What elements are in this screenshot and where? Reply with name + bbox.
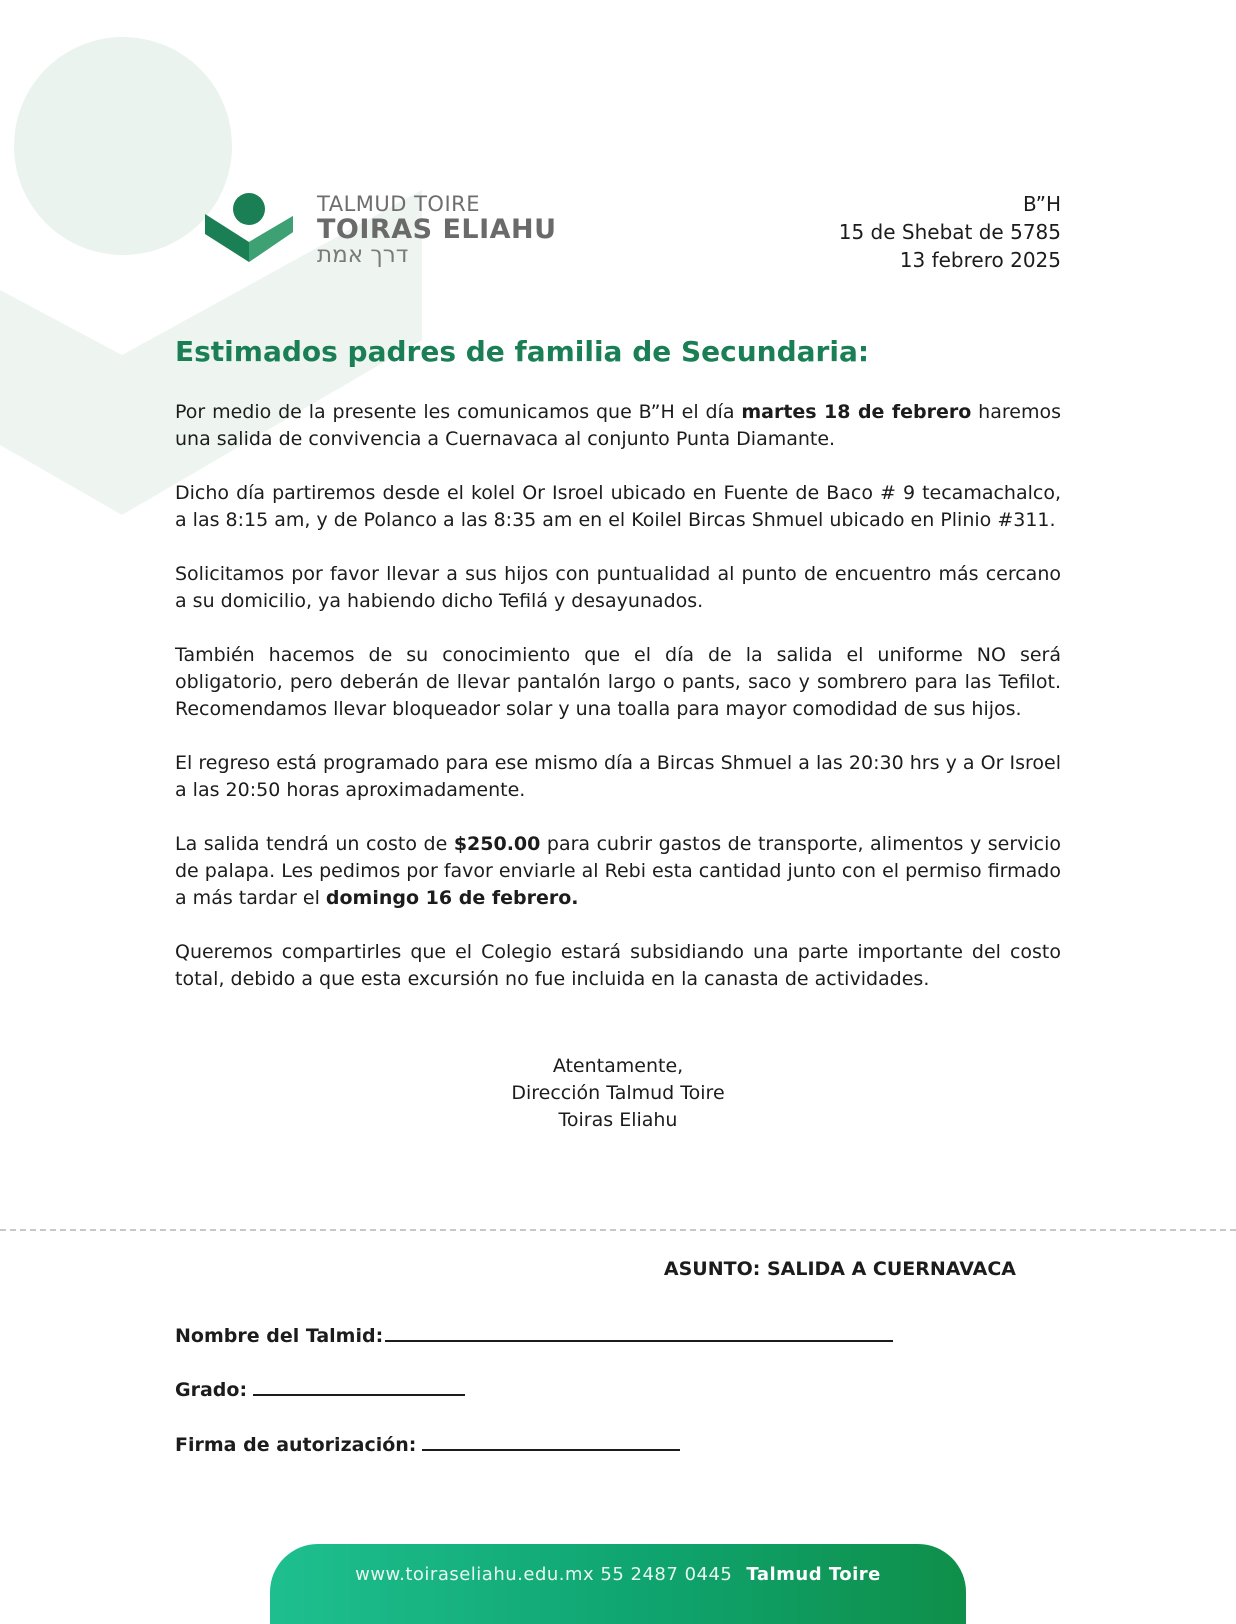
letter-greeting: Estimados padres de familia de Secundaria: xyxy=(175,335,870,368)
logo-text-toiras-eliahu: TOIRAS ELIAHU xyxy=(317,214,557,245)
paragraph-text: La salida tendrá un costo de xyxy=(175,833,454,855)
highlight-deadline: domingo 16 de febrero. xyxy=(325,887,579,909)
paragraph-text: para cubrir gastos de transporte, alimentos y servicio de palapa. Les pedimos por favor enviarle al Rebi esta cantidad junto con el permiso firmado a más tardar el xyxy=(175,833,1062,909)
paragraph-subsidy: Queremos compartirles que el Colegio estará subsidiando una parte importante del costo total, debido a que esta excursión no fue incluida en la canasta de actividades. xyxy=(175,941,1061,990)
paragraph-dress-code: También hacemos de su conocimiento que el día de la salida el uniforme NO será obligatorio, pero deberán de llevar pantalón largo o pants, saco y sombrero para las Tefilot. Recomendamos llevar bloqueador solar y una toalla para mayor comodidad de sus hijos. xyxy=(175,644,1061,720)
highlight-cost: $250.00 xyxy=(453,833,541,855)
field-signature xyxy=(175,1429,680,1456)
footer-brand: Talmud Toire xyxy=(746,1564,881,1585)
student-name-blank[interactable] xyxy=(385,1320,893,1342)
paragraph-text: haremos una salida de convivencia a Cuernavaca al conjunto Punta Diamante. xyxy=(175,401,1061,450)
bh-mark: B”H xyxy=(1022,192,1061,216)
grade-blank[interactable] xyxy=(253,1374,465,1396)
logo-mark-icon xyxy=(205,192,301,268)
field-student-name xyxy=(175,1320,893,1347)
date-block xyxy=(839,190,1061,274)
hebrew-date: 15 de Shebat de 5785 xyxy=(838,220,1061,244)
paragraph-cost xyxy=(175,831,1061,912)
closing-school: Toiras Eliahu xyxy=(558,1109,678,1131)
school-logo xyxy=(205,192,565,272)
footer-banner xyxy=(270,1544,966,1624)
paragraph-departure: Dicho día partiremos desde el kolel Or Isroel ubicado en Fuente de Baco # 9 tecamachalco, a las 8:15 am, y de Polanco a las 8:35 am en el Koilel Bircas Shmuel ubicado en Plinio #311. xyxy=(175,482,1061,531)
field-label: Nombre del Talmid: xyxy=(175,1325,384,1347)
signature-blank[interactable] xyxy=(422,1429,680,1451)
closing-salutation: Atentamente, xyxy=(552,1055,684,1077)
dashed-cut-line xyxy=(0,1229,1236,1231)
field-grade xyxy=(175,1374,465,1401)
highlight-date: martes 18 de febrero xyxy=(741,401,972,423)
logo-text-talmud-toire: TALMUD TOIRE xyxy=(317,192,481,216)
field-label: Grado: xyxy=(175,1379,248,1401)
letter-body xyxy=(175,399,1061,1020)
field-label: Firma de autorización: xyxy=(175,1434,417,1456)
gregorian-date: 13 febrero 2025 xyxy=(899,248,1061,272)
paragraph-announcement xyxy=(175,399,1061,453)
logo-text-hebrew: דרך אמת xyxy=(317,242,409,268)
paragraph-return: El regreso está programado para ese mismo día a Bircas Shmuel a las 20:30 hrs y a Or Isroel a las 20:50 horas aproximadamente. xyxy=(175,752,1061,801)
slip-subject: ASUNTO: SALIDA A CUERNAVACA xyxy=(663,1258,1016,1280)
paragraph-text: Por medio de la presente les comunicamos que B”H el día xyxy=(175,401,742,423)
letter-closing xyxy=(0,1053,1236,1134)
paragraph-punctuality: Solicitamos por favor llevar a sus hijos con puntualidad al punto de encuentro más cercano a su domicilio, ya habiendo dicho Tefilá y desayunados. xyxy=(175,563,1061,612)
footer-contact: www.toiraseliahu.edu.mx 55 2487 0445 xyxy=(355,1564,733,1585)
closing-signer: Dirección Talmud Toire xyxy=(511,1082,725,1104)
footer-text xyxy=(270,1564,966,1585)
